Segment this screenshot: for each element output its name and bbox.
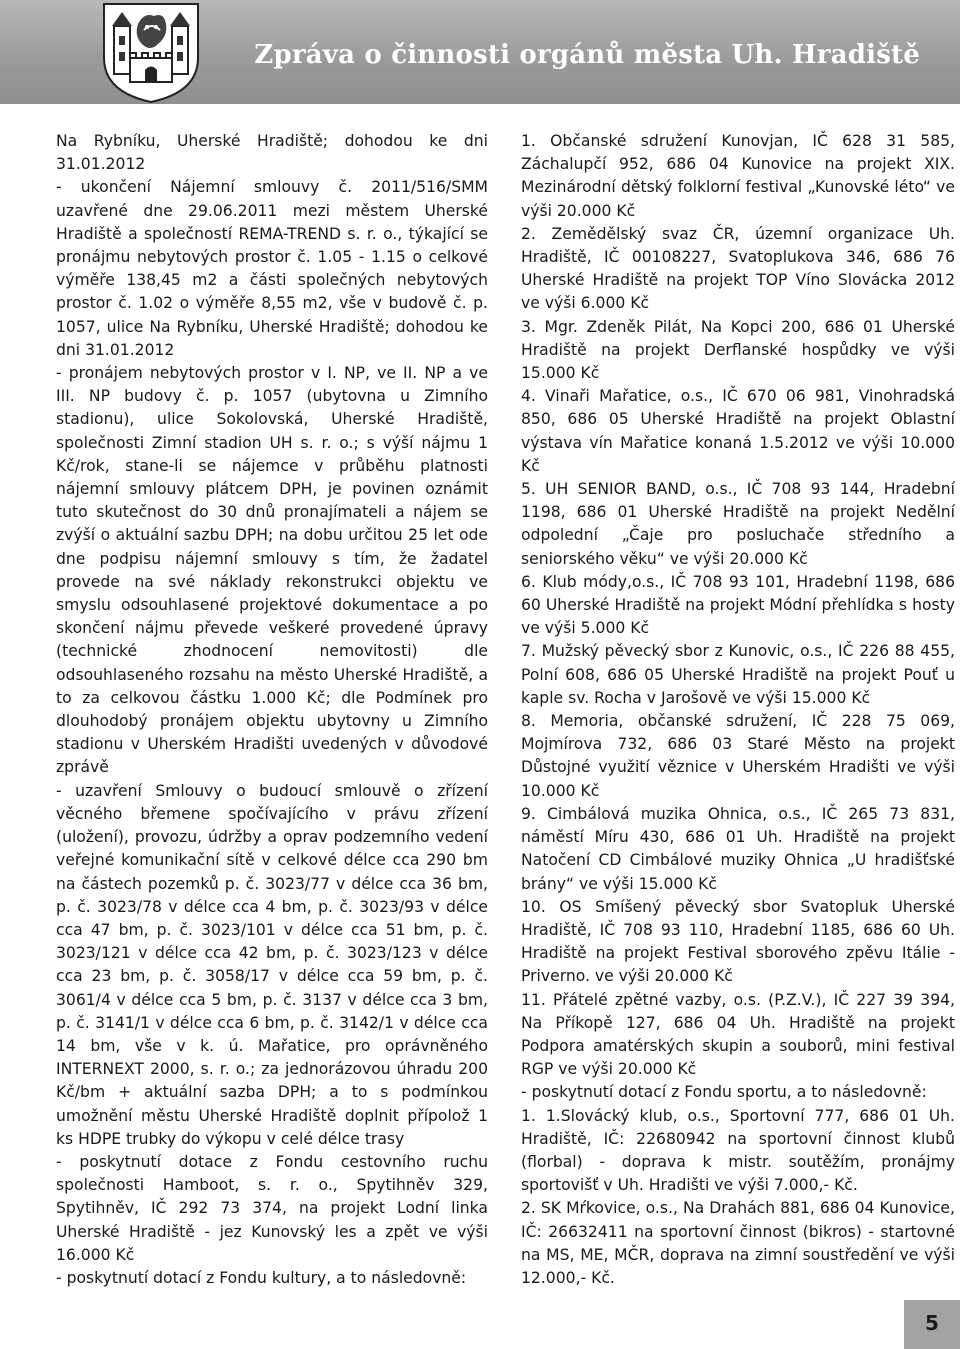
paragraph: - poskytnutí dotací z Fondu kultury, a to následovně:: [56, 1268, 467, 1287]
page-header: [0, 0, 960, 104]
city-coat-of-arms-logo: [94, 0, 208, 104]
list-item: 1. 1.Slovácký klub, o.s., Sportovní 777, 686 01 Uh. Hradiště, IČ: 22680942 na sportovní činnost klubů (florbal) - doprava k mistr. soutěžím, pronájmy sportovišť v Uh. Hradišti ve výši 7.000,- Kč.: [521, 1106, 955, 1195]
list-item: 7. Mužský pěvecký sbor z Kunovic, o.s., IČ 226 88 455, Polní 608, 686 05 Uherské Hradiště na projekt Pouť u kaple sv. Rocha v Jarošově ve výši 15.000 Kč: [521, 642, 955, 707]
paragraph: - poskytnutí dotací z Fondu sportu, a to následovně:: [521, 1083, 927, 1102]
paragraph: - pronájem nebytových prostor v I. NP, ve II. NP a ve III. NP budovy č. p. 1057 (ubytovna u Zimního stadionu), ulice Sokolovská, Uherské Hradiště, společnosti Zimní stadion UH s. r. o.; s výší nájmu 1 Kč/rok, stane-li se nájemce v průběhu platnosti nájemní smlouvy plátcem DPH, je povinen oznámit tuto skutečnost do 30 dnů pronajímateli a nájem se zvýší o aktuální sazbu DPH; na dobu určitou 25 let ode dne podpisu nájemní smlouvy s tím, že žadatel provede na své náklady rekonstrukci objektu ve smyslu odsouhlasené projektové dokumentace a po skončení nájmu převede veškeré provedené úpravy (technické zhodnocení nemovitosti) dle odsouhlaseného rozsahu na město Uherské Hradiště, a to za celkovou částku 1.000 Kč; dle Podmínek pro dlouhodobý pronájem objektu ubytovny u Zimního stadionu v Uherském Hradišti uvedených v důvodové zprávě: [56, 364, 488, 777]
paragraph: - uzavření Smlouvy o budoucí smlouvě o zřízení věcného břemene spočívajícího v právu zřízení (uložení), provozu, údržby a oprav podzemního vedení veřejné komunikační sítě v celkové délce cca 290 bm na částech pozemků p. č. 3023/77 v délce cca 36 bm, p. č. 3023/78 v délce cca 4 bm, p. č. 3023/93 v délce cca 47 bm, p. č. 3023/101 v délce cca 51 bm, p. č. 3023/121 v délce cca 42 bm, p. č. 3023/123 v délce cca 23 bm, p. č. 3058/17 v délce cca 59 bm, p. č. 3061/4 v délce cca 5 bm, p. č. 3137 v délce cca 3 bm, p. č. 3141/1 v délce cca 6 bm, p. č. 3142/1 v délce cca 14 bm, vše v k. ú. Mařatice, pro oprávněného INTERNEXT 2000, s. r. o.; za jednorázovou úhradu 200 Kč/bm + aktuální sazba DPH; a to s podmínkou umožnění městu Uherské Hradiště doplnit přípolož 1 ks HDPE trubky do výkopu v celé délce trasy: [56, 781, 488, 1148]
paragraph: - poskytnutí dotace z Fondu cestovního ruchu společnosti Hamboot, s. r. o., Spytihněv 329, Spytihněv, IČ 292 73 374, na projekt Lodní linka Uherské Hradiště - jez Kunovský les a zpět ve výši 16.000 Kč: [56, 1152, 488, 1264]
left-text-column: [56, 130, 488, 1290]
list-item: 2. SK Mŕkovice, o.s., Na Drahách 881, 686 04 Kunovice, IČ: 26632411 na sportovní činnost (bikros) - startovné na MS, ME, MČR, doprava na zimní soustředění ve výši 12.000,- Kč.: [521, 1199, 955, 1287]
list-item: 2. Zemědělský svaz ČR, územní organizace Uh. Hradiště, IČ 00108227, Svatoplukova 346, 686 76 Uherské Hradiště na projekt TOP Víno Slovácka 2012 ve výši 6.000 Kč: [521, 224, 955, 313]
list-item: 8. Memoria, občanské sdružení, IČ 228 75 069, Mojmírova 732, 686 03 Staré Město na projekt Důstojné využití věznice v Uherském Hradišti ve výši 10.000 Kč: [521, 712, 955, 800]
right-text-column: [521, 130, 955, 1290]
list-item: 11. Přátelé zpětné vazby, o.s. (P.Z.V.), IČ 227 39 394, Na Příkopě 127, 686 04 Uh. Hradiště na projekt Podpora amatérských skupin a souborů, mini festival RGP ve výši 20.000 Kč: [521, 990, 955, 1079]
list-item: 3. Mgr. Zdeněk Pilát, Na Kopci 200, 686 01 Uherské Hradiště na projekt Derflanské hospůdky ve výši 15.000 Kč: [521, 317, 955, 383]
paragraph: Na Rybníku, Uherské Hradiště; dohodou ke dni 31.01.2012: [56, 132, 488, 174]
paragraph: - ukončení Nájemní smlouvy č. 2011/516/SMM uzavřené dne 29.06.2011 mezi městem Uherské Hradiště a společností REMA-TREND s. r. o., týkající se pronájmu nebytových prostor č. 1.05 - 1.15 o celkové výměře 138,45 m2 a části společných nebytových prostor č. 1.02 o výměře 8,55 m2, vše v budově č. p. 1057, ulice Na Rybníku, Uherské Hradiště; dohodou ke dni 31.01.2012: [56, 178, 488, 359]
list-item: 1. Občanské sdružení Kunovjan, IČ 628 31 585, Záchalupčí 952, 686 04 Kunovice na projekt XIX. Mezinárodní dětský folklorní festival „Kunovské léto“ ve výši 20.000 Kč: [521, 132, 955, 220]
list-item: 9. Cimbálová muzika Ohnica, o.s., IČ 265 73 831, náměstí Míru 430, 686 01 Uh. Hradiště na projekt Natočení CD Cimbálové muziky Ohnica „U hradišťské brány“ ve výši 15.000 Kč: [521, 804, 955, 893]
list-item: 10. OS Smíšený pěvecký sbor Svatopluk Uherské Hradiště, IČ 708 93 110, Hradební 1185, 686 60 Uh. Hradiště na projekt Festival sborového zpěvu Itálie - Priverno. ve výši 20.000 Kč: [521, 897, 955, 986]
list-item: 5. UH SENIOR BAND, o.s., IČ 708 93 144, Hradební 1198, 686 01 Uherské Hradiště na projekt Nedělní odpolední „Čaje pro posluchače středního a seniorského věku“ ve výši 20.000 Kč: [521, 480, 955, 568]
list-item: 4. Vinaři Mařatice, o.s., IČ 670 06 981, Vinohradská 850, 686 05 Uherské Hradiště na projekt Oblastní výstava vín Mařatice konaná 1.5.2012 ve výši 10.000 Kč: [521, 387, 955, 475]
header-title: Zpráva o činnosti orgánů města Uh. Hradiště: [254, 40, 920, 70]
page-number-box: [904, 1300, 960, 1349]
page-number: 5: [925, 1311, 939, 1335]
list-item: 6. Klub módy,o.s., IČ 708 93 101, Hradební 1198, 686 60 Uherské Hradiště na projekt Módní přehlídka s hosty ve výši 5.000 Kč: [521, 572, 955, 638]
